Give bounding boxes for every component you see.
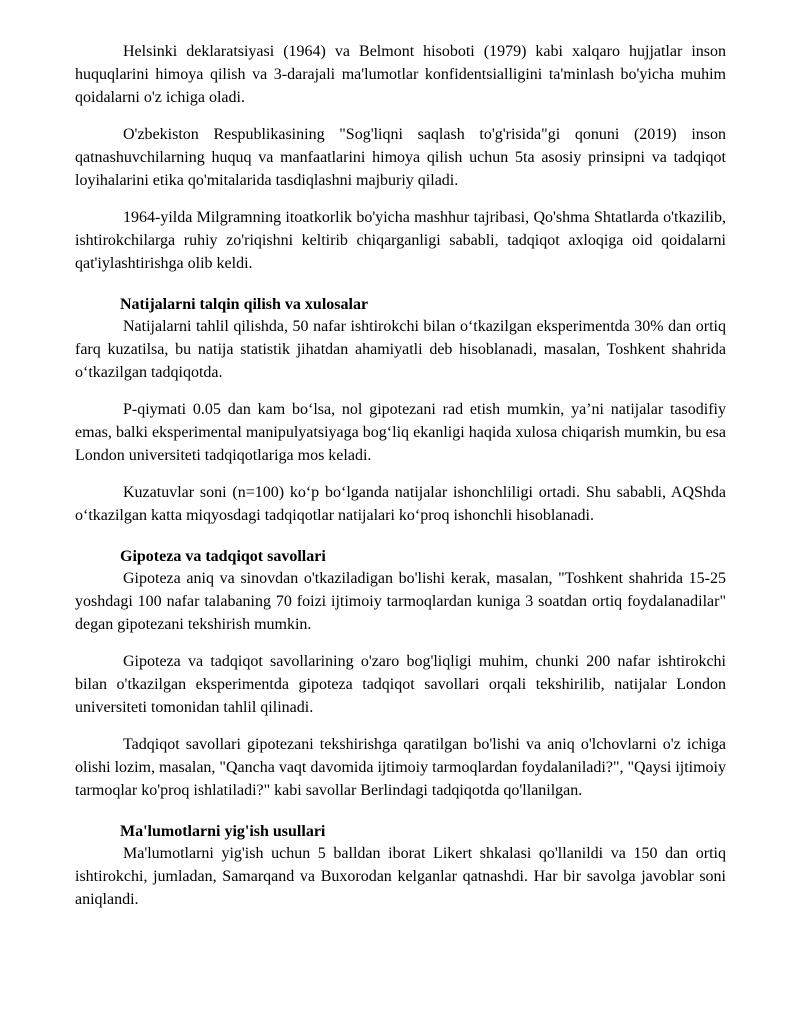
section-heading-data-collection: Ma'lumotlarni yig'ish usullari xyxy=(120,823,326,840)
paragraph-hypothesis-example: Gipoteza aniq va sinovdan o'tkaziladigan bo'lishi kerak, masalan, "Toshkent shahrida 15-25 yoshdagi 100 nafar talabaning 70 foizi ijtimoiy tarmoqlardan kuniga 3 soatdan ortiq foydalanadilar" degan gipotezani tekshirish mumkin. xyxy=(75,570,726,633)
paragraph-hypothesis-link: Gipoteza va tadqiqot savollarining o'zaro bog'liqligi muhim, chunki 200 nafar ishtirokchi bilan o'tkazilgan eksperimentda gipoteza tadqiqot savollari orqali tekshirilib, natijalar London universiteti tomonidan tahlil qilinadi. xyxy=(75,653,726,716)
paragraph-likert: Ma'lumotlarni yig'ish uchun 5 balldan iborat Likert shkalasi qo'llanildi va 150 dan ortiq ishtirokchi, jumladan, Samarqand va Buxorodan kelganlar qatnashdi. Har bir savolga javoblar soni aniqlandi. xyxy=(75,845,726,908)
paragraph-helsinki: Helsinki deklaratsiyasi (1964) va Belmont hisoboti (1979) kabi xalqaro hujjatlar inson huquqlarini himoya qilish va 3-darajali ma'lumotlar konfidentsialligini ta'minlash bo'yicha muhim qoidalarni o'z ichiga oladi. xyxy=(75,43,726,106)
paragraph-sample-size: Kuzatuvlar soni (n=100) ko‘p bo‘lganda natijalar ishonchliligi ortadi. Shu sababli, AQShda o‘tkazilgan katta miqyosdagi tadqiqotlar natijalari ko‘proq ishonchli hisoblanadi. xyxy=(75,484,726,524)
paragraph-milgram: 1964-yilda Milgramning itoatkorlik bo'yicha mashhur tajribasi, Qo'shma Shtatlarda o'tkazilib, ishtirokchilarga ruhiy zo'riqishni keltirib chiqarganligi sababli, tadqiqot axloqiga oid qoidalarni qat'iylashtirishga olib keldi. xyxy=(75,209,726,272)
paragraph-research-questions: Tadqiqot savollari gipotezani tekshirishga qaratilgan bo'lishi va aniq o'lchovlarni o'z ichiga olishi lozim, masalan, "Qancha vaqt davomida ijtimoiy tarmoqlardan foydalaniladi?", "Qaysi ijtimoiy tarmoqlar ko'proq ishlatiladi?" kabi savollar Berlindagi tadqiqotda qo'llanilgan. xyxy=(75,736,726,799)
paragraph-results-analysis: Natijalarni tahlil qilishda, 50 nafar ishtirokchi bilan o‘tkazilgan eksperimentda 30% dan ortiq farq kuzatilsa, bu natija statistik jihatdan ahamiyatli deb hisoblanadi, masalan, Toshkent shahrida o‘tkazilgan tadqiqotda. xyxy=(75,318,726,381)
paragraph-p-value: P-qiymati 0.05 dan kam bo‘lsa, nol gipotezani rad etish mumkin, ya’ni natijalar tasodifiy emas, balki eksperimental manipulyatsiyaga bog‘liq ekanligi haqida xulosa chiqarish mumkin, bu esa London universiteti tadqiqotlariga mos keladi. xyxy=(75,401,726,464)
document-page xyxy=(75,40,726,911)
paragraph-uzbek-law: O'zbekiston Respublikasining "Sog'liqni saqlash to'g'risida"gi qonuni (2019) inson qatnashuvchilarning huquq va manfaatlarini himoya qilish uchun 5ta asosiy prinsipni va tadqiqot loyihalarini etika qo'mitalarida tasdiqlashni majburiy qiladi. xyxy=(75,126,726,189)
section-heading-results: Natijalarni talqin qilish va xulosalar xyxy=(120,296,369,313)
section-heading-hypothesis: Gipoteza va tadqiqot savollari xyxy=(120,548,326,565)
